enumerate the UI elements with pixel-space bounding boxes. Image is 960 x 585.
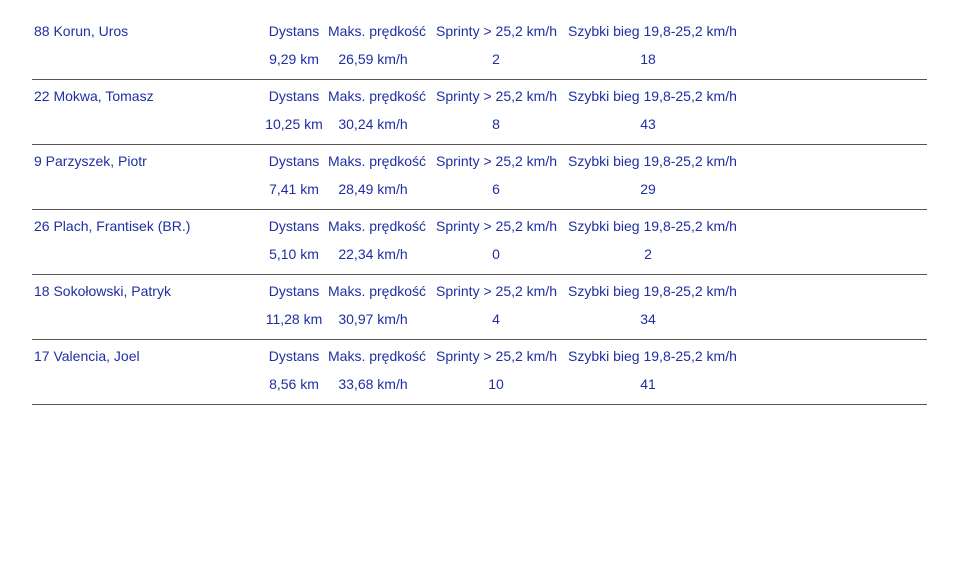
fast-runs-header: Szybki bieg 19,8-25,2 km/h	[568, 23, 737, 39]
player-row	[32, 145, 927, 210]
distance-value: 5,10 km	[269, 246, 319, 262]
max-speed-header: Maks. prędkość	[328, 283, 427, 299]
fast-runs-value: 29	[640, 181, 656, 197]
player-row	[32, 16, 927, 80]
max-speed-value: 26,59 km/h	[338, 51, 408, 67]
sprints-value: 10	[488, 376, 504, 392]
player-row	[32, 340, 927, 405]
max-speed-value: 30,97 km/h	[338, 311, 408, 327]
distance-value: 9,29 km	[269, 51, 319, 67]
max-speed-header: Maks. prędkość	[328, 23, 427, 39]
sprints-header: Sprinty > 25,2 km/h	[436, 283, 558, 299]
fast-runs-header: Szybki bieg 19,8-25,2 km/h	[568, 218, 737, 234]
fast-runs-header: Szybki bieg 19,8-25,2 km/h	[568, 283, 737, 299]
fast-runs-value: 43	[640, 116, 656, 132]
distance-header: Dystans	[268, 88, 320, 104]
max-speed-value: 28,49 km/h	[338, 181, 408, 197]
player-stats-list	[32, 16, 927, 405]
distance-value: 11,28 km	[265, 311, 323, 327]
player-name: 18 Sokołowski, Patryk	[34, 283, 171, 299]
fast-runs-value: 34	[640, 311, 656, 327]
fast-runs-header: Szybki bieg 19,8-25,2 km/h	[568, 153, 737, 169]
sprints-value: 2	[492, 51, 500, 67]
sprints-header: Sprinty > 25,2 km/h	[436, 153, 558, 169]
sprints-header: Sprinty > 25,2 km/h	[436, 23, 558, 39]
fast-runs-header: Szybki bieg 19,8-25,2 km/h	[568, 348, 737, 364]
max-speed-header: Maks. prędkość	[328, 348, 427, 364]
fast-runs-header: Szybki bieg 19,8-25,2 km/h	[568, 88, 737, 104]
distance-header: Dystans	[268, 218, 320, 234]
fast-runs-value: 18	[640, 51, 656, 67]
player-name: 88 Korun, Uros	[34, 23, 129, 39]
sprints-header: Sprinty > 25,2 km/h	[436, 348, 558, 364]
player-row	[32, 275, 927, 340]
sprints-value: 4	[492, 311, 500, 327]
max-speed-header: Maks. prędkość	[328, 88, 427, 104]
distance-value: 7,41 km	[269, 181, 319, 197]
sprints-value: 8	[492, 116, 500, 132]
player-name: 17 Valencia, Joel	[34, 348, 140, 364]
distance-header: Dystans	[268, 348, 320, 364]
sprints-value: 0	[492, 246, 500, 262]
sprints-header: Sprinty > 25,2 km/h	[436, 88, 558, 104]
max-speed-value: 33,68 km/h	[338, 376, 408, 392]
distance-header: Dystans	[268, 283, 320, 299]
fast-runs-value: 2	[644, 246, 652, 262]
max-speed-header: Maks. prędkość	[328, 218, 427, 234]
player-name: 9 Parzyszek, Piotr	[34, 153, 147, 169]
fast-runs-value: 41	[640, 376, 656, 392]
sprints-header: Sprinty > 25,2 km/h	[436, 218, 558, 234]
player-name: 26 Plach, Frantisek (BR.)	[34, 218, 191, 234]
distance-value: 10,25 km	[265, 116, 323, 132]
max-speed-value: 30,24 km/h	[338, 116, 408, 132]
player-name: 22 Mokwa, Tomasz	[34, 88, 154, 104]
distance-header: Dystans	[268, 23, 320, 39]
player-row	[32, 210, 927, 275]
distance-value: 8,56 km	[269, 376, 319, 392]
sprints-value: 6	[492, 181, 500, 197]
max-speed-header: Maks. prędkość	[328, 153, 427, 169]
player-row	[32, 80, 927, 145]
max-speed-value: 22,34 km/h	[338, 246, 408, 262]
distance-header: Dystans	[268, 153, 320, 169]
